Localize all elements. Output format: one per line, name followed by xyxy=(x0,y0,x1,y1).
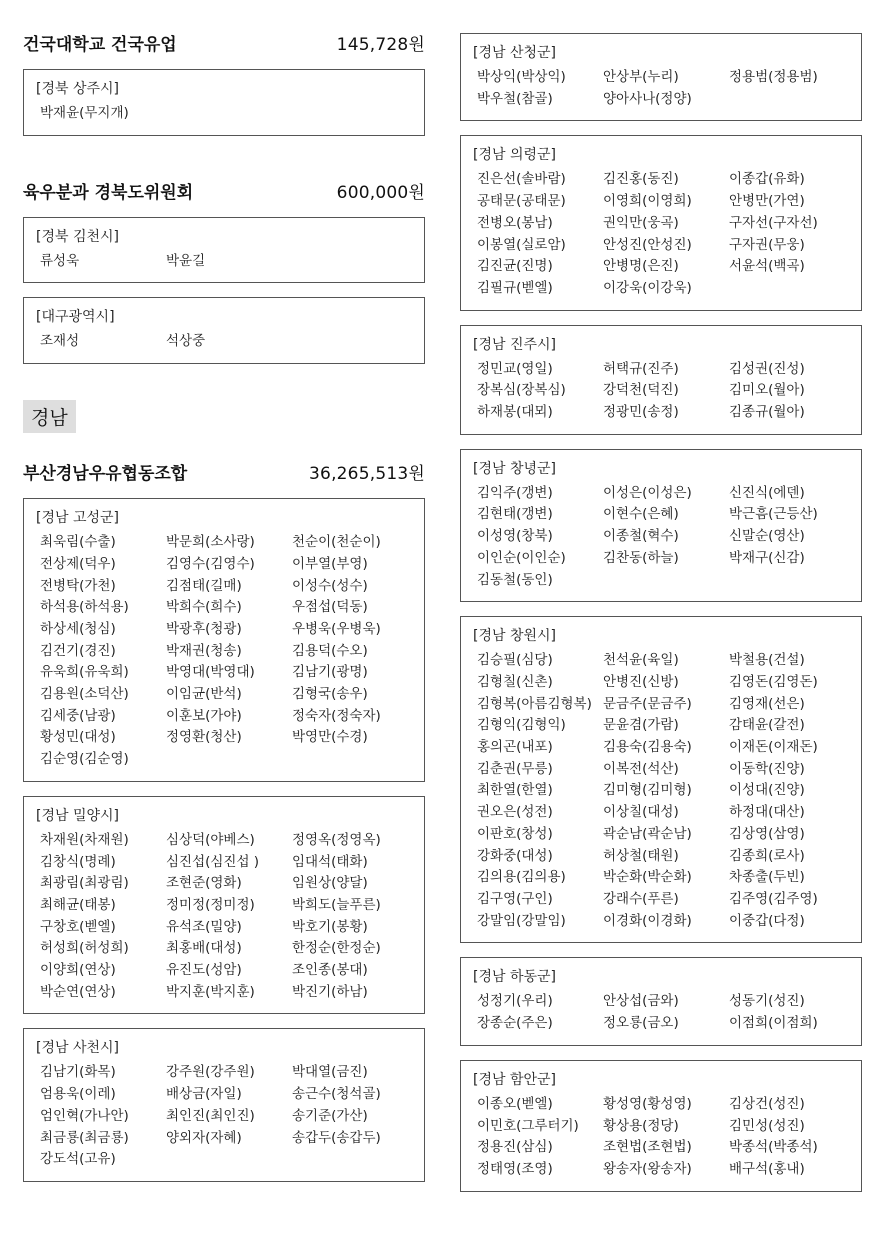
member-name: 구자선(구자선) xyxy=(729,214,818,231)
member-name: 송기준(가산) xyxy=(292,1107,368,1124)
member-name: 김성권(진성) xyxy=(729,360,805,377)
name-list xyxy=(473,67,851,110)
region-title: [경남 함안군] xyxy=(473,1071,556,1088)
member-name: 김주영(김주영) xyxy=(729,890,818,907)
member-name: 석상중 xyxy=(166,333,206,350)
name-list xyxy=(473,650,851,932)
section-group xyxy=(23,498,425,1182)
member-name: 최홍배(대성) xyxy=(166,940,242,957)
member-name: 박윤길 xyxy=(166,252,206,269)
member-name: 이동학(진양) xyxy=(729,760,805,777)
member-name: 정태영(조영) xyxy=(477,1160,553,1177)
member-name: 문금주(문금주) xyxy=(603,695,692,712)
member-name: 김세중(남광) xyxy=(40,707,116,724)
member-name: 박재윤(무지개) xyxy=(40,105,129,121)
member-name: 하석용(하석용) xyxy=(40,599,129,616)
member-name: 양아사나(정양) xyxy=(603,90,692,107)
member-name: 임원상(양달) xyxy=(292,875,368,892)
member-name: 김승필(심당) xyxy=(477,652,553,669)
member-name: 서윤석(백곡) xyxy=(729,258,805,275)
member-name: 박희수(희수) xyxy=(166,599,242,616)
member-name: 이종철(혁수) xyxy=(603,528,679,545)
member-name: 강래수(푸른) xyxy=(603,890,679,907)
member-name: 이성은(이성은) xyxy=(603,484,692,501)
region-box xyxy=(23,498,425,782)
member-name: 이성대(진양) xyxy=(729,782,805,799)
region-label: 경남 xyxy=(23,400,76,433)
member-name: 엄용욱(이레) xyxy=(40,1086,116,1103)
region-box xyxy=(23,297,425,364)
name-list xyxy=(36,1062,414,1171)
region-box xyxy=(23,217,425,284)
section-group xyxy=(460,33,862,1192)
member-name: 배상금(자일) xyxy=(166,1086,242,1103)
member-name: 정민교(영일) xyxy=(477,360,553,377)
member-name: 최해균(태봉) xyxy=(40,896,116,913)
member-name: 구창호(벧엘) xyxy=(40,918,116,935)
member-name: 정용진(삼심) xyxy=(477,1139,553,1156)
region-title: [경남 창녕군] xyxy=(473,460,556,477)
member-name: 이부열(부영) xyxy=(292,555,368,572)
member-name: 성동기(성진) xyxy=(729,993,805,1010)
member-name: 감태윤(갈전) xyxy=(729,717,805,734)
member-name: 김동철(동인) xyxy=(477,571,553,588)
member-name: 박상익(박상익) xyxy=(477,69,566,85)
member-name: 박종석(박종석) xyxy=(729,1139,818,1156)
member-name: 김영재(선은) xyxy=(729,695,805,712)
member-name: 김의용(김의용) xyxy=(477,869,566,886)
member-name: 이임균(반석) xyxy=(166,686,242,703)
org-header xyxy=(23,459,425,484)
member-name: 차재원(차재원) xyxy=(40,831,129,848)
member-name: 김형복(아름김형복) xyxy=(477,695,592,712)
member-name: 허택규(진주) xyxy=(603,360,679,377)
member-name: 심상덕(야베스) xyxy=(166,831,255,848)
member-name: 이종갑(유화) xyxy=(729,171,805,188)
member-name: 황상용(정당) xyxy=(603,1117,679,1134)
member-name: 박진기(하남) xyxy=(292,983,368,1000)
region-box xyxy=(460,33,862,121)
member-name: 김형국(송우) xyxy=(292,686,368,703)
member-name: 이중갑(다정) xyxy=(729,912,805,929)
region-box xyxy=(460,135,862,310)
org-name: 육우분과 경북도위원회 xyxy=(23,182,194,203)
region-box xyxy=(460,1060,862,1192)
member-name: 문윤겸(가람) xyxy=(603,717,679,734)
member-name: 김영돈(김영돈) xyxy=(729,673,818,690)
member-name: 김용원(소덕산) xyxy=(40,686,129,703)
member-name: 김미형(김미형) xyxy=(603,782,692,799)
member-name: 박근흠(근등산) xyxy=(729,506,818,523)
region-title: [경북 김천시] xyxy=(36,228,119,245)
member-name: 정오룡(금오) xyxy=(603,1015,679,1032)
member-name: 유석조(밀양) xyxy=(166,918,242,935)
member-name: 강화중(대성) xyxy=(477,847,553,864)
member-name: 왕송자(왕송자) xyxy=(603,1160,692,1177)
member-name: 박재구(신감) xyxy=(729,549,805,566)
member-name: 이점희(이점희) xyxy=(729,1015,818,1032)
member-name: 이판호(창성) xyxy=(477,825,553,842)
member-name: 최욱림(수출) xyxy=(40,534,116,551)
member-name: 김상건(성진) xyxy=(729,1095,805,1112)
member-name: 김남기(화목) xyxy=(40,1064,116,1081)
member-name: 김진균(진명) xyxy=(477,258,553,275)
member-name: 전병탁(가천) xyxy=(40,577,116,594)
member-name: 김영수(김영수) xyxy=(166,555,255,572)
member-name: 곽순남(곽순남) xyxy=(603,825,692,842)
member-name: 조인종(봉대) xyxy=(292,962,368,979)
member-name: 최광림(최광림) xyxy=(40,875,129,892)
region-box xyxy=(460,449,862,603)
member-name: 강말임(강말임) xyxy=(477,912,566,929)
member-name: 김현태(갱변) xyxy=(477,506,553,523)
member-name: 최금룡(최금룡) xyxy=(40,1129,129,1146)
member-name: 유진도(성암) xyxy=(166,962,242,979)
member-name: 이인순(이인순) xyxy=(477,549,566,566)
member-name: 박우철(참골) xyxy=(477,90,553,107)
org-name: 건국대학교 건국유업 xyxy=(23,35,177,55)
org-header xyxy=(23,178,425,203)
org-amount: 145,728원 xyxy=(336,35,425,55)
member-name: 허성희(허성희) xyxy=(40,940,129,957)
member-name: 박철용(건설) xyxy=(729,652,805,669)
name-list xyxy=(36,830,414,1004)
name-list xyxy=(473,483,851,592)
member-name: 우병욱(우병욱) xyxy=(292,620,381,637)
name-list xyxy=(473,1094,851,1181)
member-name: 이종오(벧엘) xyxy=(477,1095,553,1112)
member-name: 최한열(한열) xyxy=(477,782,553,799)
member-name: 전상제(덕우) xyxy=(40,555,116,572)
member-name: 엄인혁(가나안) xyxy=(40,1107,129,1124)
member-name: 이양희(연상) xyxy=(40,962,116,979)
member-name: 김진홍(동진) xyxy=(603,171,679,188)
member-name: 천석윤(육일) xyxy=(603,652,679,669)
member-name: 하재봉(대뫼) xyxy=(477,404,553,421)
region-title: [경남 의령군] xyxy=(473,147,556,164)
member-name: 박재권(청송) xyxy=(166,642,242,659)
region-title: [경북 상주시] xyxy=(36,81,119,97)
member-name: 이영희(이영희) xyxy=(603,193,692,210)
member-name: 김창식(명례) xyxy=(40,853,116,870)
member-name: 이훈보(가야) xyxy=(166,707,242,724)
member-name: 김춘권(무릉) xyxy=(477,760,553,777)
member-name: 박지훈(박지훈) xyxy=(166,983,255,1000)
member-name: 정영옥(정영옥) xyxy=(292,831,381,848)
member-name: 조현법(조현법) xyxy=(603,1139,692,1156)
left-column xyxy=(23,30,425,1182)
region-box xyxy=(460,957,862,1045)
member-name: 박문희(소사랑) xyxy=(166,534,255,551)
member-name: 이성영(창북) xyxy=(477,528,553,545)
member-name: 심진섭(심진섭 ) xyxy=(166,853,260,870)
region-title: [경남 창원시] xyxy=(473,628,556,645)
org-header xyxy=(23,30,425,55)
member-name: 김남기(광명) xyxy=(292,664,368,681)
member-name: 양외자(자혜) xyxy=(166,1129,242,1146)
member-name: 배구석(홍내) xyxy=(729,1160,805,1177)
name-list xyxy=(473,359,851,424)
member-name: 정미정(정미정) xyxy=(166,896,255,913)
member-name: 박영대(박영대) xyxy=(166,664,255,681)
member-name: 박대열(금진) xyxy=(292,1064,368,1081)
org-amount: 36,265,513원 xyxy=(309,464,425,485)
member-name: 김찬동(하늘) xyxy=(603,549,679,566)
region-box xyxy=(23,69,425,136)
member-name: 김종규(월아) xyxy=(729,404,805,421)
member-name: 김용덕(수오) xyxy=(292,642,368,659)
member-name: 한정순(한정순) xyxy=(292,940,381,957)
member-name: 김미오(월아) xyxy=(729,382,805,399)
member-name: 이경화(이경화) xyxy=(603,912,692,929)
member-name: 김순영(김순영) xyxy=(40,751,129,768)
section-group xyxy=(23,69,425,136)
name-list xyxy=(36,532,414,771)
member-name: 조재성 xyxy=(40,333,80,350)
member-name: 안성진(안성진) xyxy=(603,236,692,253)
member-name: 조현준(영화) xyxy=(166,875,242,892)
member-name: 안병명(은진) xyxy=(603,258,679,275)
member-name: 김용숙(김용숙) xyxy=(603,739,692,756)
member-name: 정광민(송정) xyxy=(603,404,679,421)
member-name: 김민성(성진) xyxy=(729,1117,805,1134)
region-title: [경남 고성군] xyxy=(36,510,119,527)
member-name: 안상섭(금와) xyxy=(603,993,679,1010)
org-amount: 600,000원 xyxy=(336,182,425,203)
member-name: 하정대(대산) xyxy=(729,804,805,821)
member-name: 신진식(에덴) xyxy=(729,484,805,501)
region-title: [경남 하동군] xyxy=(473,969,556,986)
member-name: 박광후(청광) xyxy=(166,620,242,637)
member-name: 김종희(로사) xyxy=(729,847,805,864)
region-title: [경남 진주시] xyxy=(473,336,556,353)
region-box xyxy=(23,1028,425,1182)
member-name: 임대석(태화) xyxy=(292,853,368,870)
region-box xyxy=(460,616,862,943)
member-name: 강도석(고유) xyxy=(40,1151,116,1168)
member-name: 정숙자(정숙자) xyxy=(292,707,381,724)
member-name: 송갑두(송갑두) xyxy=(292,1129,381,1146)
member-name: 박영만(수경) xyxy=(292,729,368,746)
region-box xyxy=(23,796,425,1015)
member-name: 황성영(황성영) xyxy=(603,1095,692,1112)
member-name: 구자권(무웅) xyxy=(729,236,805,253)
member-name: 정용범(정용범) xyxy=(729,69,818,85)
region-box xyxy=(460,325,862,435)
member-name: 최인진(최인진) xyxy=(166,1107,255,1124)
member-name: 장복심(장복심) xyxy=(477,382,566,399)
member-name: 안병진(신방) xyxy=(603,673,679,690)
member-name: 우점섭(덕동) xyxy=(292,599,368,616)
org-name: 부산경남우유협동조합 xyxy=(23,464,188,485)
member-name: 유욱희(유욱희) xyxy=(40,664,129,681)
member-name: 박호기(봉황) xyxy=(292,918,368,935)
member-name: 강덕천(덕진) xyxy=(603,382,679,399)
member-name: 이봉열(실로암) xyxy=(477,236,566,253)
region-title: [경남 산청군] xyxy=(473,45,556,61)
member-name: 하상세(청심) xyxy=(40,620,116,637)
member-name: 공태문(공태문) xyxy=(477,193,566,210)
member-name: 황성민(대성) xyxy=(40,729,116,746)
member-name: 천순이(천순이) xyxy=(292,534,381,551)
member-name: 차종출(두빈) xyxy=(729,869,805,886)
member-name: 이민호(그루터기) xyxy=(477,1117,579,1134)
member-name: 이재돈(이재돈) xyxy=(729,739,818,756)
member-name: 이강욱(이강욱) xyxy=(603,279,692,296)
member-name: 안상부(누리) xyxy=(603,69,679,85)
member-name: 허상철(태원) xyxy=(603,847,679,864)
member-name: 박순화(박순화) xyxy=(603,869,692,886)
name-list xyxy=(36,331,414,353)
member-name: 권오은(성전) xyxy=(477,804,553,821)
member-name: 안병만(가연) xyxy=(729,193,805,210)
region-title: [경남 밀양시] xyxy=(36,807,119,824)
name-list xyxy=(473,169,851,299)
member-name: 홍의곤(내포) xyxy=(477,739,553,756)
name-list xyxy=(36,251,414,273)
member-name: 강주원(강주원) xyxy=(166,1064,255,1081)
right-column xyxy=(460,33,862,1192)
member-name: 박희도(늘푸른) xyxy=(292,896,381,913)
member-name: 송근수(청석골) xyxy=(292,1086,381,1103)
member-name: 김점태(길매) xyxy=(166,577,242,594)
member-name: 김필규(벧엘) xyxy=(477,279,553,296)
member-name: 이현수(은혜) xyxy=(603,506,679,523)
member-name: 박순연(연상) xyxy=(40,983,116,1000)
member-name: 이성수(성수) xyxy=(292,577,368,594)
region-title: [대구광역시] xyxy=(36,309,115,326)
member-name: 이상칠(대성) xyxy=(603,804,679,821)
member-name: 김상영(삼영) xyxy=(729,825,805,842)
member-name: 전병오(봉남) xyxy=(477,214,553,231)
member-name: 진은선(솔바람) xyxy=(477,171,566,188)
member-name: 김형익(김형익) xyxy=(477,717,566,734)
name-list xyxy=(36,103,414,125)
member-name: 정영환(청산) xyxy=(166,729,242,746)
name-list xyxy=(473,991,851,1034)
region-title: [경남 사천시] xyxy=(36,1040,119,1057)
member-name: 장종순(주은) xyxy=(477,1015,553,1032)
member-name: 김건기(경진) xyxy=(40,642,116,659)
member-name: 이복전(석산) xyxy=(603,760,679,777)
member-name: 신말순(영산) xyxy=(729,528,805,545)
member-name: 류성욱 xyxy=(40,252,80,269)
member-name: 성정기(우리) xyxy=(477,993,553,1010)
member-name: 김형칠(신촌) xyxy=(477,673,553,690)
member-name: 김구영(구인) xyxy=(477,890,553,907)
section-group xyxy=(23,217,425,364)
member-name: 권익만(웅곡) xyxy=(603,214,679,231)
member-name: 김익주(갱변) xyxy=(477,484,553,501)
